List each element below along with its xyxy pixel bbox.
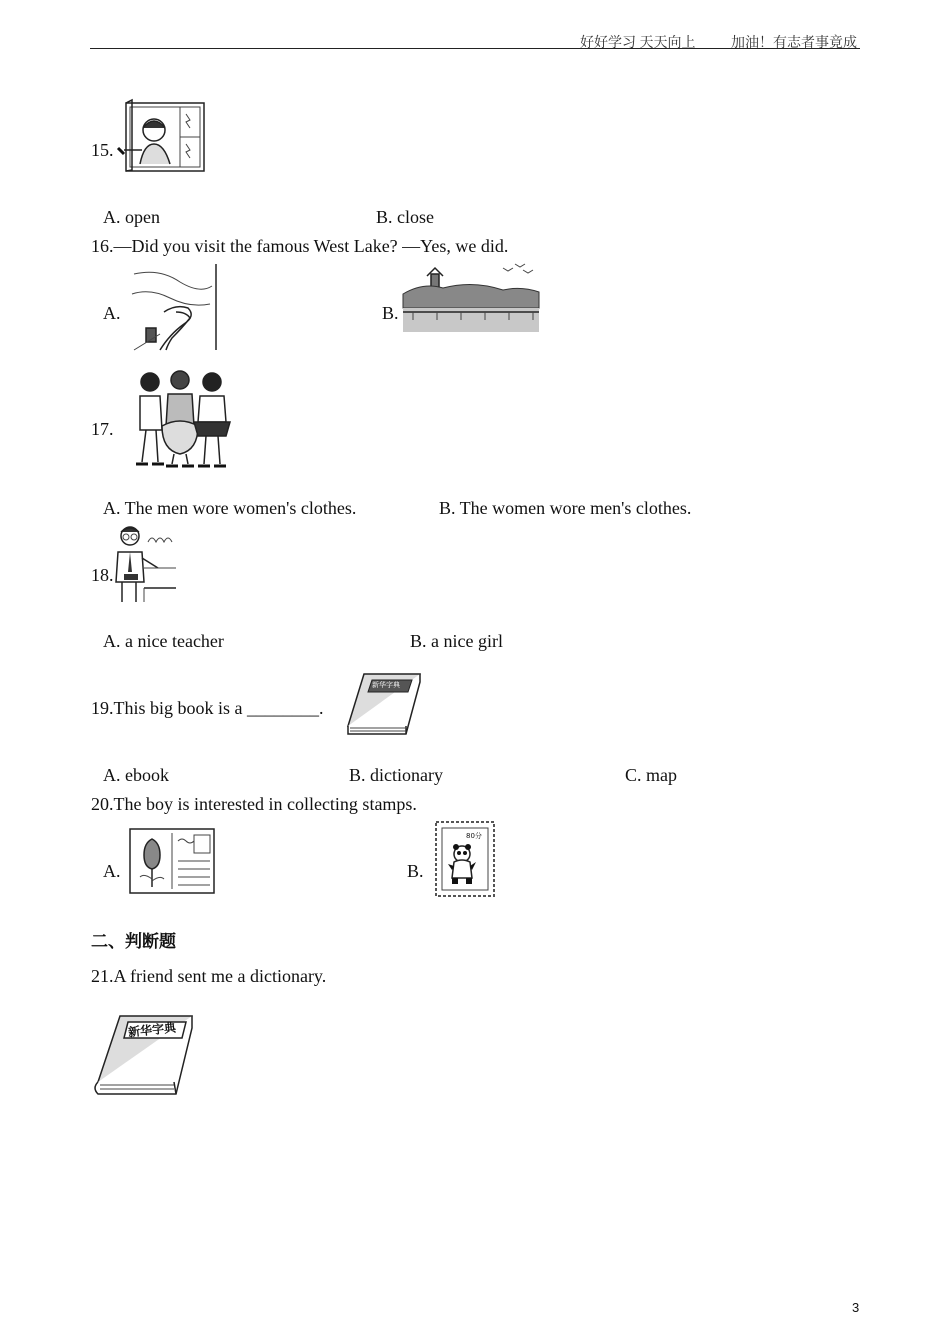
window-girl-illustration xyxy=(118,100,208,174)
q17-option-b: B. The women wore men's clothes. xyxy=(439,498,692,518)
q21-prompt: 21.A friend sent me a dictionary. xyxy=(91,966,327,986)
q16-option-a: A. xyxy=(103,303,121,323)
q18-option-a: A. a nice teacher xyxy=(103,631,224,651)
q16-prompt: 16.—Did you visit the famous West Lake? —Yes, we did. xyxy=(91,236,509,256)
postcard-illustration xyxy=(128,827,216,895)
header-motto-right: 加油！有志者事竟成 xyxy=(731,36,857,51)
q15-option-b: B. close xyxy=(376,207,434,227)
q20-option-b: B. xyxy=(407,861,424,881)
q15-option-a: A. open xyxy=(103,207,160,227)
q16-option-b: B. xyxy=(382,303,399,323)
q20-option-a: A. xyxy=(103,861,121,881)
q15-number: 15. xyxy=(91,140,114,160)
q19-book-title: 新华字典 xyxy=(372,681,400,689)
q19-option-c: C. map xyxy=(625,765,677,785)
great-wall-illustration xyxy=(130,264,220,352)
q19-option-a: A. ebook xyxy=(103,765,169,785)
panda-stamp-illustration xyxy=(434,820,496,898)
three-people-illustration xyxy=(132,366,238,470)
q17-option-a: A. The men wore women's clothes. xyxy=(103,498,357,518)
section-title: 二、判断题 xyxy=(91,932,176,952)
q20-prompt: 20.The boy is interested in collecting stamps. xyxy=(91,794,417,814)
header-motto-left: 好好学习 天天向上 xyxy=(580,36,696,51)
teacher-illustration xyxy=(114,522,180,604)
q19-option-b: B. dictionary xyxy=(349,765,443,785)
page-number: 3 xyxy=(852,1300,860,1315)
q21-book-title: 新华字典 xyxy=(127,1020,177,1040)
west-lake-illustration xyxy=(403,262,539,332)
stamp-value: 80分 xyxy=(466,832,482,840)
q17-number: 17. xyxy=(91,419,114,439)
q18-option-b: B. a nice girl xyxy=(410,631,503,651)
q19-prompt: 19.This big book is a ________. xyxy=(91,698,324,718)
q18-number: 18. xyxy=(91,565,114,585)
header-rule xyxy=(90,48,860,49)
